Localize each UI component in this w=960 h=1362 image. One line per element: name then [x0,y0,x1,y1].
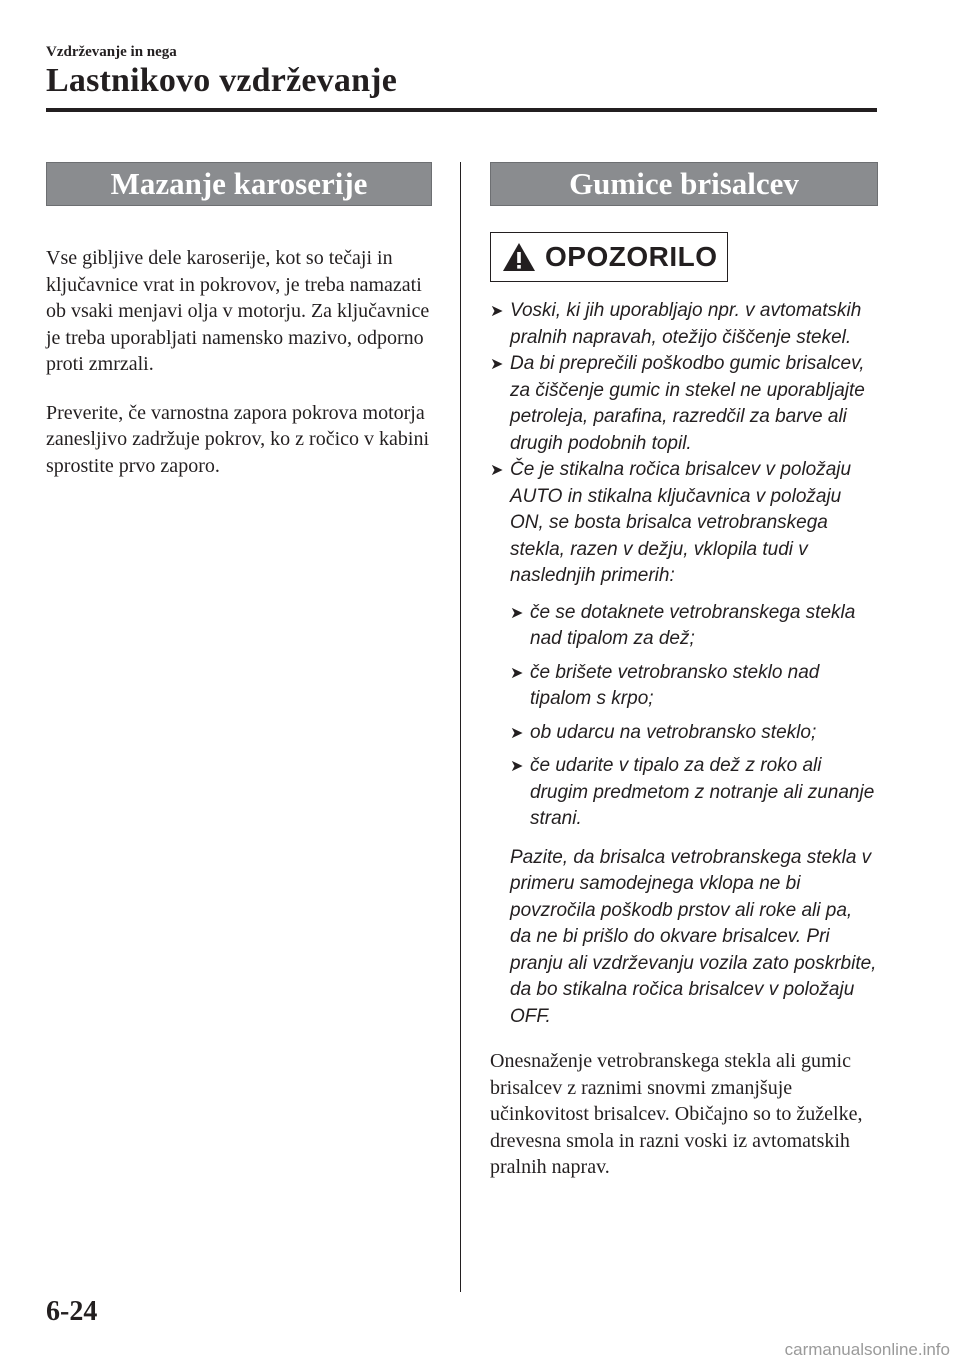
warning-sub-item [510,600,878,653]
warning-sub-item [510,720,878,747]
title-rule [46,108,877,112]
warning-note: Pazite, da brisalca vetrobranskega stekla v primeru samodejnega vklopa ne bi povzročila poškodb prstov ali roke ali pa, da ne bi prišlo do okvare brisalcev. Pri pranju ali vzdrževanju vozila zato poskrbite, da bo stikalna ročica brisalcev v položaju OFF. [510,846,877,1027]
arrow-bullet-icon: ➤ [490,301,504,320]
warning-sub-item-text: če se dotaknete vetrobranskega stekla nad tipalom za dež; [530,601,856,649]
warning-box [490,232,728,282]
chapter-title: Lastnikovo vzdrževanje [46,62,397,99]
paragraph-wiper-contamination: Onesnaženje vetrobranskega stekla ali gumic brisalcev z raznimi snovmi zmanjšuje učinkovitost brisalcev. Običajno so to žuželke, drevesna smola in razni voski iz avtomatskih pralnih naprav. [490,1050,863,1178]
watermark[interactable]: carmanualsonline.info [784,1340,950,1359]
warning-sub-item [510,660,878,713]
warning-sub-item-text: če brišete vetrobransko steklo nad tipalom s krpo; [530,661,820,709]
right-column [490,162,878,1181]
warning-item-text: Da bi preprečili poškodbo gumic brisalcev, za čiščenje gumic in stekel ne uporabljajte petroleja, parafina, razredčil za barve ali drugih podobnih topil. [510,353,865,454]
section-heading-wiper-blades: Gumice brisalcev [490,162,878,206]
section-heading-lubrication: Mazanje karoserije [46,162,432,206]
warning-label: OPOZORILO [545,241,718,272]
warning-triangle-icon [501,241,537,273]
arrow-bullet-icon: ➤ [510,756,524,775]
paragraph-hood-latch: Preverite, če varnostna zapora pokrova motorja zanesljivo zadržuje pokrov, ko z ročico v kabini sprostite prvo zaporo. [46,401,430,477]
column-divider [460,162,461,1292]
arrow-bullet-icon: ➤ [510,662,524,682]
warning-item [490,457,878,590]
left-column [46,162,432,479]
warning-item [490,298,878,351]
arrow-bullet-icon: ➤ [510,602,524,622]
arrow-bullet-icon: ➤ [490,354,504,373]
arrow-bullet-icon: ➤ [510,722,524,742]
warning-item-text: Voski, ki jih uporabljajo npr. v avtomatskih pralnih napravah, otežijo čiščenje stekel. [510,300,862,348]
warning-sub-list [490,600,878,833]
paragraph-lubrication: Vse gibljive dele karoserije, kot so tečaji in ključavnice vrat in pokrovov, je treba namazati ob vsaki menjavi olja v motorju. Za ključavnice je treba uporabljati namensko mazivo, odporno proti zmrzali. [46,247,430,375]
warning-sub-item-text: ob udarcu na vetrobransko steklo; [530,721,817,743]
warning-item [490,351,878,457]
warning-sub-item [510,753,878,833]
warning-item-text: Če je stikalna ročica brisalcev v položaju AUTO in stikalna ključavnica v položaju ON, se bosta brisalca vetrobranskega stekla, razen v dežju, vklopila tudi v naslednjih primerih: [510,459,852,586]
warning-sub-item-text: če udarite v tipalo za dež z roko ali drugim predmetom z notranje ali zunanje strani. [530,755,875,829]
warning-list [490,298,878,1030]
section-label: Vzdrževanje in nega [46,44,177,60]
page-number: 6-24 [46,1296,98,1327]
arrow-bullet-icon: ➤ [490,460,504,479]
